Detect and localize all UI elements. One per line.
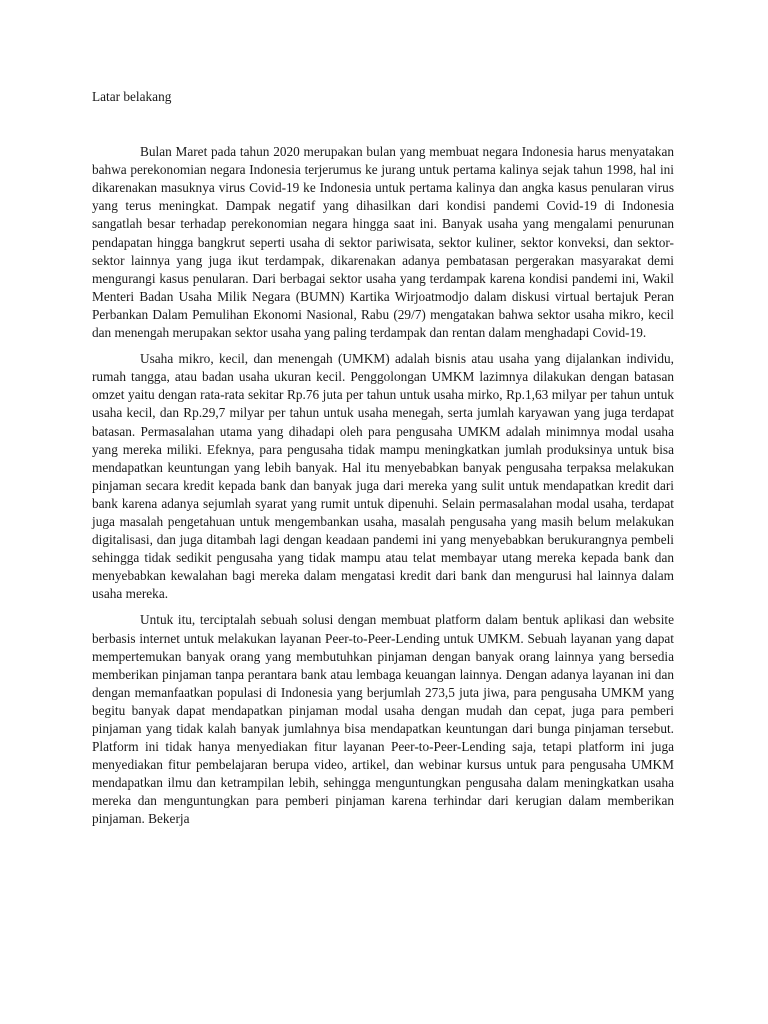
section-heading: Latar belakang: [92, 89, 172, 104]
paragraph-2: Usaha mikro, kecil, dan menengah (UMKM) adalah bisnis atau usaha yang dijalankan individu, rumah tangga, atau badan usaha ukuran kecil. Penggolongan UMKM lazimnya dilakukan dengan batasan omzet yaitu dengan rata-rata sekitar Rp.76 juta per tahun untuk usaha mirko, Rp.1,63 milyar per tahun untuk usaha kecil, dan Rp.29,7 milyar per tahun untuk usaha menegah, serta jumlah karyawan yang juga terdapat batasan. Permasalahan utama yang dihadapi oleh para pengusaha UMKM adalah minimnya modal usaha yang mereka miliki. Efeknya, para pengusaha tidak mampu meningkatkan jumlah produksinya untuk bisa mendapatkan keuntungan yang lebih banyak. Hal itu menyebabkan banyak pengusaha terpaksa melakukan pinjaman secara kredit kepada bank dan banyak juga dari mereka yang sulit untuk mendapatkan kredit dari bank karena adanya sejumlah syarat yang rumit untuk dipenuhi. Selain permasalahan modal usaha, terdapat juga masalah pengetahuan untuk mengembankan usaha, masalah pengusaha yang masih belum melakukan digitalisasi, dan juga ditambah lagi dengan keadaan pandemi ini yang menyebabkan berukurangnya pembeli sehingga tidak sedikit pengusaha yang tidak mampu atau telat membayar utang mereka kepada bank dan menyebabkan kewalahan bagi mereka dalam mengatasi kredit dari bank dan mengurusi hal lainnya dalam usaha mereka.: [92, 351, 674, 602]
paragraph-3: Untuk itu, terciptalah sebuah solusi dengan membuat platform dalam bentuk aplikasi dan website berbasis internet untuk melakukan layanan Peer-to-Peer-Lending untuk UMKM. Sebuah layanan yang dapat mempertemukan banyak orang yang membutuhkan pinjaman dengan banyak orang lainnya yang bersedia memberikan pinjaman tanpa perantara bank atau lembaga keuangan lainnya. Dengan adanya layanan ini dan dengan memanfaatkan populasi di Indonesia yang berjumlah 273,5 juta jiwa, para pengusaha UMKM yang begitu banyak dapat mendapatkan pinjaman modal usaha dengan mudah dan cepat, juga para pemberi pinjaman yang tidak kalah banyak jumlahnya bisa mendapatkan keuntungan dari bunga pinjaman tersebut. Platform ini tidak hanya menyediakan fitur layanan Peer-to-Peer-Lending saja, tetapi platform ini juga menyediakan fitur pembelajaran berupa video, artikel, dan webinar kursus untuk para pengusaha UMKM mendapatkan ilmu dan ketrampilan lebih, sehingga menguntungkan pengusaha dalam meningkatkan usaha mereka dan menguntungkan para pemberi pinjaman karena terhindar dari kerugian dalam memberikan pinjaman. Bekerja: [92, 612, 674, 827]
paragraph-1: Bulan Maret pada tahun 2020 merupakan bulan yang membuat negara Indonesia harus menyatakan bahwa perekonomian negara Indonesia terjerumus ke jurang untuk pertama kalinya sejak tahun 1998, hal ini dikarenakan masuknya virus Covid-19 ke Indonesia untuk pertama kalinya dan angka kasus penularan virus yang terus meningkat. Dampak negatif yang dihasilkan dari kondisi pandemi Covid-19 di Indonesia sangatlah besar terhadap perekonomian negara hingga saat ini. Banyak usaha yang mengalami penurunan pendapatan hingga bangkrut seperti usaha di sektor pariwisata, sektor kuliner, sektor konveksi, dan sektor-sektor lainnya yang juga ikut terdampak, dikarenakan adanya pembatasan pergerakan masyarakat demi mengurangi kasus penularan. Dari berbagai sektor usaha yang terdampak karena kondisi pandemi ini, Wakil Menteri Badan Usaha Milik Negara (BUMN) Kartika Wirjoatmodjo dalam diskusi virtual bertajuk Peran Perbankan Dalam Pemulihan Ekonomi Nasional, Rabu (29/7) mengatakan bahwa sektor usaha mikro, kecil dan menengah merupakan sektor usaha yang paling terdampak dan rentan dalam menghadapi Covid-19.: [92, 144, 674, 341]
document-body: [92, 88, 674, 837]
